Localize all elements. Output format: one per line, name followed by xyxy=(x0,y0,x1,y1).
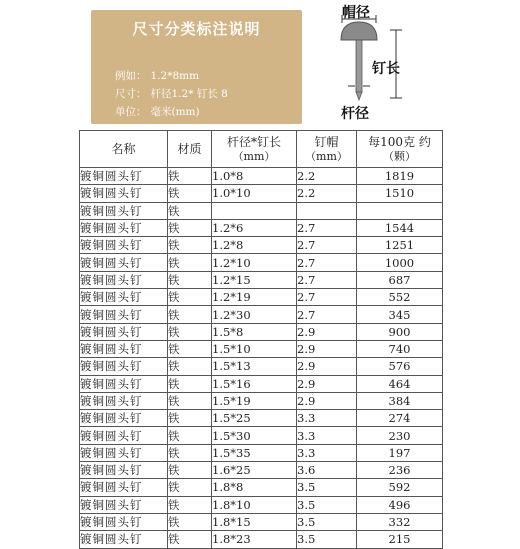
cell-name: 镀铜圆头钉 xyxy=(80,375,168,392)
table-row xyxy=(80,340,443,357)
table-row xyxy=(80,254,443,271)
cell-cap: 2.2 xyxy=(297,168,357,185)
card-line-example xyxy=(115,68,199,83)
cell-size: 1.2*15 xyxy=(212,271,297,288)
cell-material: 铁 xyxy=(168,392,212,409)
table-row xyxy=(80,358,443,375)
cell-material: 铁 xyxy=(168,237,212,254)
table-row xyxy=(80,462,443,479)
cell-size: 1.2*6 xyxy=(212,219,297,236)
table-header-row xyxy=(80,131,443,168)
table-row xyxy=(80,496,443,513)
cell-name: 镀铜圆头钉 xyxy=(80,237,168,254)
cell-cap: 3.5 xyxy=(297,496,357,513)
cell-count: 1544 xyxy=(357,219,443,236)
cell-material: 铁 xyxy=(168,306,212,323)
cell-name: 镀铜圆头钉 xyxy=(80,444,168,461)
cell-cap: 2.7 xyxy=(297,271,357,288)
nail-tip xyxy=(356,92,362,100)
cell-cap: 3.3 xyxy=(297,410,357,427)
cell-size: 1.2*19 xyxy=(212,289,297,306)
cell-material: 铁 xyxy=(168,202,212,219)
shank-diameter-label: 杆径 xyxy=(341,106,369,122)
cell-name: 镀铜圆头钉 xyxy=(80,202,168,219)
table-row xyxy=(80,531,443,548)
cell-material: 铁 xyxy=(168,340,212,357)
cell-material: 铁 xyxy=(168,185,212,202)
header-cap: 钉帽 （mm） xyxy=(297,131,357,168)
cell-material: 铁 xyxy=(168,496,212,513)
table-row xyxy=(80,289,443,306)
cell-count: 1819 xyxy=(357,168,443,185)
table-row xyxy=(80,392,443,409)
cell-cap: 2.7 xyxy=(297,254,357,271)
cell-name: 镀铜圆头钉 xyxy=(80,513,168,530)
cell-size: 1.5*25 xyxy=(212,410,297,427)
cell-cap: 3.5 xyxy=(297,531,357,548)
cell-cap: 2.9 xyxy=(297,392,357,409)
cell-name: 镀铜圆头钉 xyxy=(80,340,168,357)
cell-material: 铁 xyxy=(168,358,212,375)
cell-count: 900 xyxy=(357,323,443,340)
cell-name: 镀铜圆头钉 xyxy=(80,496,168,513)
table-row xyxy=(80,375,443,392)
cell-name: 镀铜圆头钉 xyxy=(80,271,168,288)
cell-count: 740 xyxy=(357,340,443,357)
card-line-value: 毫米(mm) xyxy=(150,106,200,118)
cell-size: 1.0*8 xyxy=(212,168,297,185)
table-row xyxy=(80,237,443,254)
nail-diagram xyxy=(320,0,440,130)
cell-cap: 2.7 xyxy=(297,219,357,236)
cell-size: 1.5*16 xyxy=(212,375,297,392)
cell-count: 215 xyxy=(357,531,443,548)
table-row xyxy=(80,410,443,427)
cell-cap: 3.6 xyxy=(297,462,357,479)
cell-name: 镀铜圆头钉 xyxy=(80,185,168,202)
cell-material: 铁 xyxy=(168,479,212,496)
card-line-key: 例如： xyxy=(115,70,147,82)
cell-material: 铁 xyxy=(168,462,212,479)
cell-count: 592 xyxy=(357,479,443,496)
cell-name: 镀铜圆头钉 xyxy=(80,168,168,185)
cell-material: 铁 xyxy=(168,254,212,271)
cell-cap: 3.5 xyxy=(297,513,357,530)
header-count: 每100克 约 （颗） xyxy=(357,131,443,168)
cell-cap: 3.3 xyxy=(297,427,357,444)
card-title: 尺寸分类标注说明 xyxy=(132,20,261,38)
cell-cap: 2.2 xyxy=(297,185,357,202)
table-row xyxy=(80,185,443,202)
cell-size: 1.8*8 xyxy=(212,479,297,496)
cell-name: 镀铜圆头钉 xyxy=(80,392,168,409)
cell-size: 1.5*35 xyxy=(212,444,297,461)
cell-cap: 2.7 xyxy=(297,237,357,254)
nail-cap xyxy=(341,22,377,40)
cell-size: 1.5*30 xyxy=(212,427,297,444)
header-material: 材质 xyxy=(168,131,212,168)
cell-size: 1.0*10 xyxy=(212,185,297,202)
cell-cap: 2.7 xyxy=(297,306,357,323)
cell-name: 镀铜圆头钉 xyxy=(80,427,168,444)
table-body xyxy=(80,168,443,549)
cell-size: 1.5*13 xyxy=(212,358,297,375)
cell-cap: 2.9 xyxy=(297,323,357,340)
table-row xyxy=(80,306,443,323)
cell-material: 铁 xyxy=(168,271,212,288)
cap-diameter-label: 帽径 xyxy=(342,5,370,21)
nail-length-label: 钉长 xyxy=(372,61,400,77)
cell-count: 1510 xyxy=(357,185,443,202)
cell-size xyxy=(212,202,297,219)
cell-size: 1.2*30 xyxy=(212,306,297,323)
header-name: 名称 xyxy=(80,131,168,168)
cell-size: 1.8*23 xyxy=(212,531,297,548)
cell-count: 236 xyxy=(357,462,443,479)
cell-count: 197 xyxy=(357,444,443,461)
cell-material: 铁 xyxy=(168,444,212,461)
cell-size: 1.8*10 xyxy=(212,496,297,513)
card-line-value: 杆径1.2* 钉长 8 xyxy=(150,88,228,100)
cell-size: 1.2*10 xyxy=(212,254,297,271)
cell-name: 镀铜圆头钉 xyxy=(80,219,168,236)
table-row xyxy=(80,202,443,219)
cell-name: 镀铜圆头钉 xyxy=(80,306,168,323)
card-line-key: 单位： xyxy=(115,106,147,118)
cell-name: 镀铜圆头钉 xyxy=(80,323,168,340)
cell-count: 274 xyxy=(357,410,443,427)
cell-cap: 3.3 xyxy=(297,444,357,461)
cell-size: 1.2*8 xyxy=(212,237,297,254)
nail-shank xyxy=(356,40,362,92)
header-size: 杆径*钉长 （mm） xyxy=(212,131,297,168)
cell-cap: 2.9 xyxy=(297,358,357,375)
cell-material: 铁 xyxy=(168,410,212,427)
cell-name: 镀铜圆头钉 xyxy=(80,289,168,306)
table-row xyxy=(80,323,443,340)
cell-count: 464 xyxy=(357,375,443,392)
table-row xyxy=(80,427,443,444)
cell-count: 552 xyxy=(357,289,443,306)
cell-material: 铁 xyxy=(168,375,212,392)
cell-cap: 3.5 xyxy=(297,479,357,496)
card-line-unit xyxy=(115,104,200,119)
cell-count xyxy=(357,202,443,219)
card-line-key: 尺寸： xyxy=(115,88,147,100)
cell-cap: 2.9 xyxy=(297,340,357,357)
cell-material: 铁 xyxy=(168,513,212,530)
cell-name: 镀铜圆头钉 xyxy=(80,531,168,548)
cell-material: 铁 xyxy=(168,323,212,340)
cell-count: 687 xyxy=(357,271,443,288)
cell-cap: 2.7 xyxy=(297,289,357,306)
cell-name: 镀铜圆头钉 xyxy=(80,254,168,271)
cell-count: 496 xyxy=(357,496,443,513)
table-row xyxy=(80,479,443,496)
cell-material: 铁 xyxy=(168,289,212,306)
table-row xyxy=(80,444,443,461)
card-line-value: 1.2*8mm xyxy=(150,70,200,82)
cell-material: 铁 xyxy=(168,168,212,185)
cell-count: 384 xyxy=(357,392,443,409)
cell-size: 1.8*15 xyxy=(212,513,297,530)
cell-size: 1.5*8 xyxy=(212,323,297,340)
cell-name: 镀铜圆头钉 xyxy=(80,410,168,427)
cell-count: 1251 xyxy=(357,237,443,254)
table-row xyxy=(80,513,443,530)
cell-name: 镀铜圆头钉 xyxy=(80,479,168,496)
cell-size: 1.5*19 xyxy=(212,392,297,409)
card-line-size xyxy=(115,86,228,101)
cell-cap: 2.9 xyxy=(297,375,357,392)
table-row xyxy=(80,271,443,288)
nail-spec-table xyxy=(79,130,443,549)
cell-count: 345 xyxy=(357,306,443,323)
cell-count: 1000 xyxy=(357,254,443,271)
cell-cap xyxy=(297,202,357,219)
cell-name: 镀铜圆头钉 xyxy=(80,358,168,375)
cell-material: 铁 xyxy=(168,531,212,548)
size-annotation-card xyxy=(91,10,302,124)
cell-size: 1.5*10 xyxy=(212,340,297,357)
table-row xyxy=(80,219,443,236)
cell-size: 1.6*25 xyxy=(212,462,297,479)
cell-name: 镀铜圆头钉 xyxy=(80,462,168,479)
cell-count: 332 xyxy=(357,513,443,530)
cell-count: 230 xyxy=(357,427,443,444)
cell-material: 铁 xyxy=(168,427,212,444)
cell-material: 铁 xyxy=(168,219,212,236)
table-row xyxy=(80,168,443,185)
cell-count: 576 xyxy=(357,358,443,375)
